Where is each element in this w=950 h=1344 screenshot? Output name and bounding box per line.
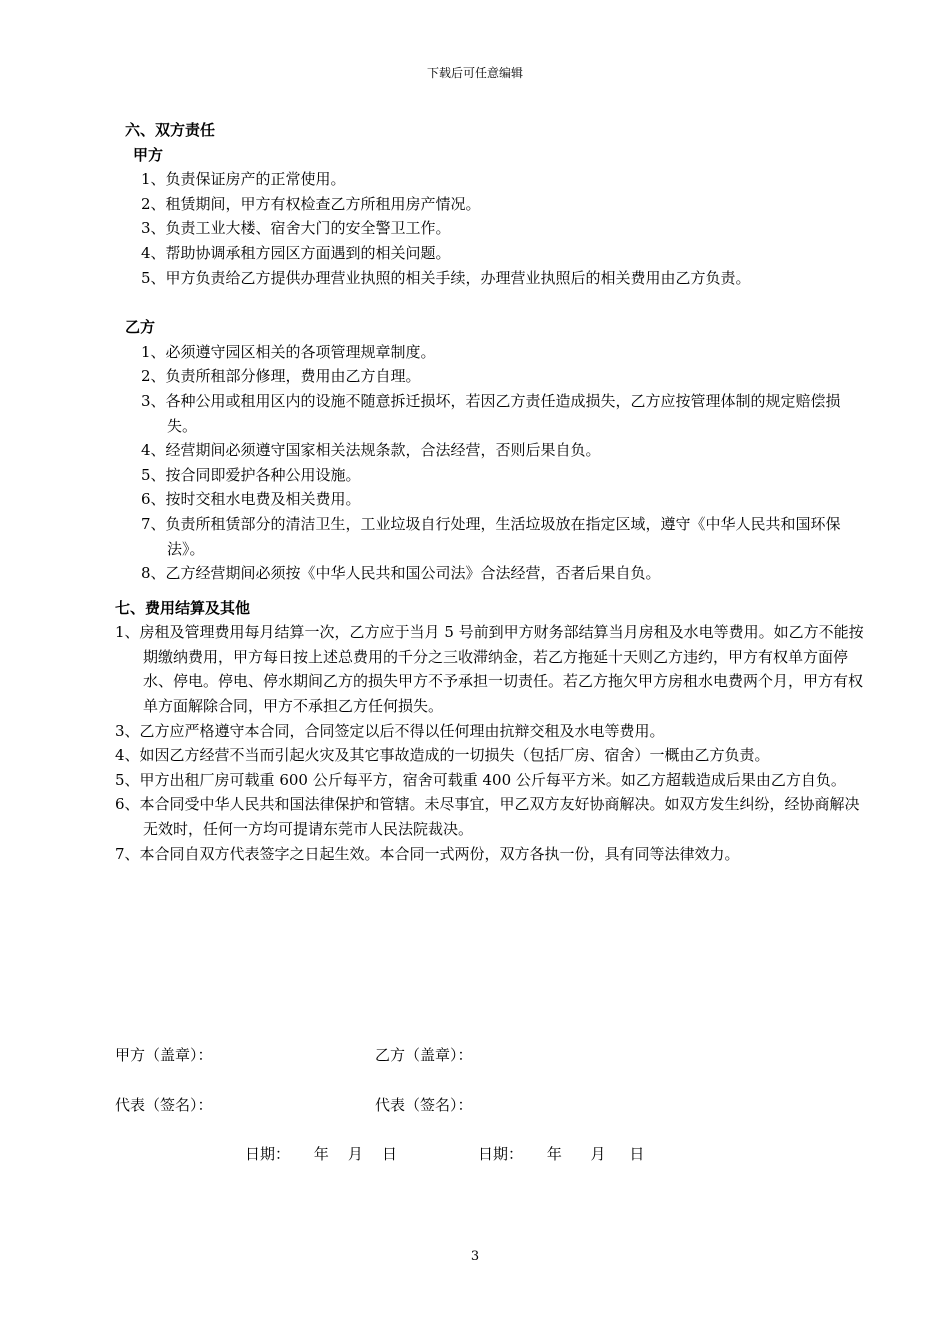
party-b-heading: 乙方 — [125, 318, 156, 337]
section-6-heading: 六、双方责任 — [125, 121, 216, 139]
party-b-seal-label: 乙方（盖章）： — [375, 1046, 473, 1064]
list-item: 1、房租及管理费用每月结算一次，乙方应于当月 5 号前到甲方财务部结算当月房租及水电等费用。如乙方不能按期缴纳费用，甲方每日按上述总费用的千分之三收滞纳金，若乙方拖延十天则乙方违约，甲方有权单方面停水、停电。停电、停水期间乙方的损失甲方不予承担一切责任。若乙方拖欠甲方房租水电费两个月，甲方有权单方面解除合同，甲方不承担乙方任何损失。 — [115, 623, 864, 716]
list-item: 3、各种公用或租用区内的设施不随意拆迁损坏，若因乙方责任造成损失，乙方应按管理体制的规定赔偿损失。 — [141, 391, 841, 435]
party-a-duties — [115, 167, 865, 290]
header-note: 下载后可任意编辑 — [426, 66, 523, 80]
section-7-heading: 七、费用结算及其他 — [115, 598, 251, 617]
representative-row — [115, 1094, 473, 1115]
party-a-rep-label: 代表（签名）： — [115, 1096, 213, 1114]
fee-settlement-clauses — [115, 620, 865, 866]
party-b-duties — [115, 340, 865, 586]
section-6 — [115, 118, 865, 586]
list-item: 4、帮助协调承租方园区方面遇到的相关问题。 — [141, 243, 451, 262]
list-item: 4、如因乙方经营不当而引起火灾及其它事故造成的一切损失（包括厂房、宿舍）一概由乙方负责。 — [115, 746, 770, 765]
list-item: 8、乙方经营期间必须按《中华人民共和国公司法》合法经营，否者后果自负。 — [141, 564, 661, 583]
date-line: 日期： 年 月 日 日期： 年 月 日 — [245, 1145, 645, 1163]
list-item: 5、甲方负责给乙方提供办理营业执照的相关手续，办理营业执照后的相关费用由乙方负责。 — [141, 268, 751, 287]
list-item: 1、负责保证房产的正常使用。 — [141, 170, 346, 189]
party-a-heading: 甲方 — [133, 145, 164, 164]
page-number: 3 — [470, 1249, 480, 1264]
section-7 — [115, 596, 865, 867]
list-item: 6、按时交租水电费及相关费用。 — [141, 490, 361, 509]
party-a-seal-label: 甲方（盖章）： — [115, 1046, 213, 1064]
contract-body — [115, 118, 865, 866]
list-item: 5、按合同即爱护各种公用设施。 — [141, 465, 361, 484]
list-item: 1、必须遵守园区相关的各项管理规章制度。 — [141, 342, 436, 361]
list-item: 6、本合同受中华人民共和国法律保护和管辖。未尽事宜，甲乙双方友好协商解决。如双方发生纠纷，经协商解决无效时，任何一方均可提请东莞市人民法院裁决。 — [115, 795, 860, 839]
list-item: 3、乙方应严格遵守本合同，合同签定以后不得以任何理由抗辩交租及水电等费用。 — [115, 721, 665, 740]
list-item: 2、租赁期间，甲方有权检查乙方所租用房产情况。 — [141, 194, 481, 213]
list-item: 3、负责工业大楼、宿舍大门的安全警卫工作。 — [141, 219, 451, 238]
list-item: 7、本合同自双方代表签字之日起生效。本合同一式两份，双方各执一份，具有同等法律效力。 — [115, 844, 740, 863]
list-item: 5、甲方出租厂房可载重 600 公斤每平方，宿舍可载重 400 公斤每平方米。如乙方超载造成后果由乙方自负。 — [115, 770, 846, 789]
list-item: 4、经营期间必须遵守国家相关法规条款，合法经营，否则后果自负。 — [141, 441, 601, 460]
list-item: 7、负责所租赁部分的清洁卫生，工业垃圾自行处理，生活垃圾放在指定区域，遵守《中华人民共和国环保法》。 — [141, 514, 841, 558]
list-item: 2、负责所租部分修理，费用由乙方自理。 — [141, 367, 421, 386]
seal-row — [115, 1044, 473, 1065]
party-b-rep-label: 代表（签名）： — [375, 1096, 473, 1114]
